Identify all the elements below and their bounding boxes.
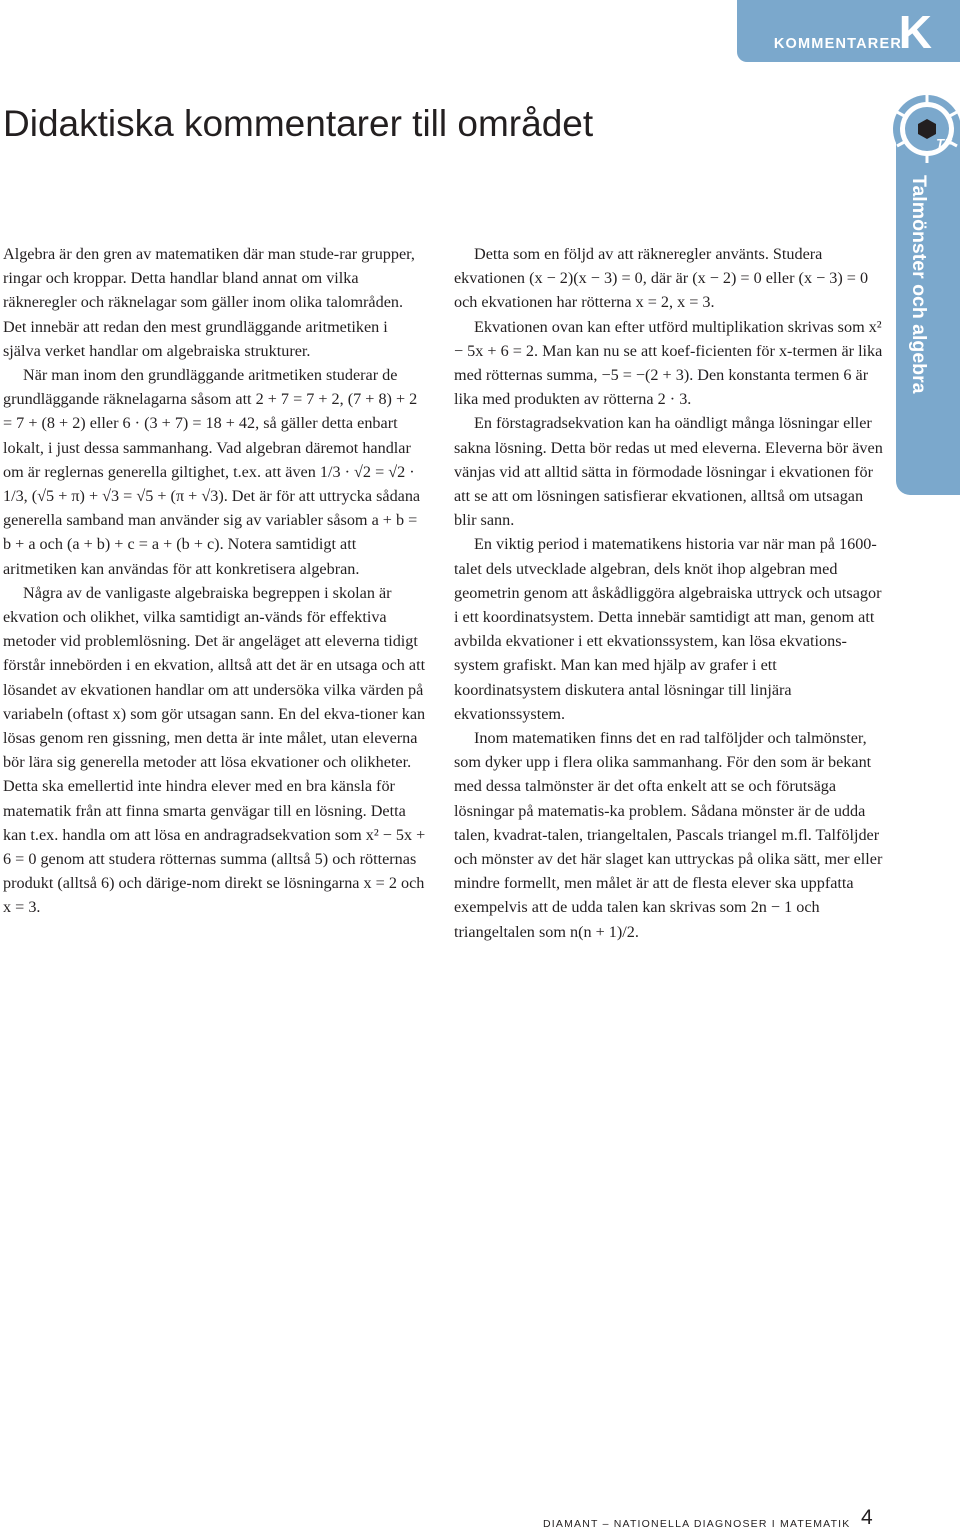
page-number: 4 [861,1506,873,1529]
paragraph: En viktig period i matematikens historia var när man på 1600-talet dels utvecklade algebran, dels knöt ihop algebran med geometrin genom att åskådliggöra algebraiska uttryck och utsagor i ett koordinatsystem. Detta innebär samtidigt att man, genom att avbilda ekvationer i ett ekvationssystem, kan lösa ekvations-system grafiskt. Man kan med hjälp av grafer i ett koordinatsystem diskutera antal lösningar till linjära ekvationssystem. [454,535,882,723]
section-tab [737,0,960,62]
footer-publication: DIAMANT – NATIONELLA DIAGNOSER I MATEMATIK [543,1518,851,1530]
logo-icon [889,92,960,166]
paragraph: En förstagradsekvation kan ha oändligt många lösningar eller sakna lösning. Detta bör redas ut med eleverna. Eleverna bör även vänjas vid att alltid sätta in förmodade lösningar i ekvationen för att se att om lösningen satisfierar ekvationen, alltså om utsagan blir sann. [454,414,883,530]
paragraph: Några av de vanligaste algebraiska begreppen i skolan är ekvation och olikhet, vilka samtidigt an-vänds för effektiva metoder vid problemlösning. Det är angeläget att eleverna tidigt förstår innebörden i en ekvation, alltså att det är en utsaga och att lösandet av ekvationen handlar om att undersöka vilka värden på variabeln (oftast x) som gör utsagan sann. En del ekva-tioner kan lösas genom ren gissning, men detta är inte målet, utan eleverna bör lära sig generella metoder att lösa ekvationer och olikheter. Detta ska emellertid inte hindra elever med en bra känsla för matematik från att finna smarta genvägar till en lösning. Detta kan t.ex. handla om att lösa en andragradsekvation som x² − 5x + 6 = 0 genom att studera rötternas summa (alltså 5) och rötternas produkt (alltså 6) och därige-nom direkt se lösningarna x = 2 och x = 3. [3,583,426,917]
page-title: Didaktiska kommentarer till området [3,103,594,144]
logo-text: TF [936,136,952,151]
paragraph: Detta som en följd av att räkneregler använts. Studera ekvationen (x − 2)(x − 3) = 0, där är (x − 2) = 0 eller (x − 3) = 0 och ekvationen har rötterna x = 2, x = 3. [454,245,869,312]
paragraph: Inom matematiken finns det en rad talföljder och talmönster, som dyker upp i flera olika sammanhang. För den som är bekant med dessa talmönster är det ofta enkelt att se och förutsäga lösningar på matematis-ka problem. Sådana mönster är de udda talen, kvadrat-talen, triangeltalen, Pascals triangel m.fl. Talföljder och mönster av det här slaget kan uttryckas på olika sätt, mer eller mindre formellt, men målet är att de flesta elever ska uppfatta exempelvis att de udda talen kan skrivas som 2n − 1 och triangeltalen som n(n + 1)/2. [454,729,883,941]
section-letter: K [898,6,932,58]
side-label: Talmönster och algebra [908,175,930,394]
paragraph: När man inom den grundläggande aritmetiken studerar de grundläggande räknelagarna såsom att 2 + 7 = 7 + 2, (7 + 8) + 2 = 7 + (8 + 2) eller 6 · (3 + 7) = 18 + 42, så gäller detta enbart lokalt, i just dessa sammanhang. Vad algebran däremot handlar om är reglernas generella giltighet, t.ex. att även 1/3 · √2 = √2 · 1/3, (√5 + π) + √3 = √5 + (π + √3). Det är för att uttrycka sådana generella samband man använder sig av variabler såsom a + b = b + a och (a + b) + c = a + (b + c). Notera samtidigt att aritmetiken kan användas för att konkretisera algebran. [3,366,421,578]
section-label: KOMMENTARER [773,36,902,52]
paragraph: Algebra är den gren av matematiken där man stude-rar grupper, ringar och kroppar. Detta handlar bland annat om vilka räkneregler och räknelagar som gäller inom olika talområden. Det innebär att redan den mest grundläggande aritmetiken i själva verket handlar om algebraiska strukturer. [3,245,415,360]
right-column [454,242,884,944]
left-column [3,242,427,920]
paragraph: Ekvationen ovan kan efter utförd multiplikation skrivas som x² − 5x + 6 = 2. Man kan nu se att koef-ficienten för x-termen är lika med rötternas summa, −5 = −(2 + 3). Den konstanta termen 6 är lika med produkten av rötterna 2 · 3. [454,317,883,409]
